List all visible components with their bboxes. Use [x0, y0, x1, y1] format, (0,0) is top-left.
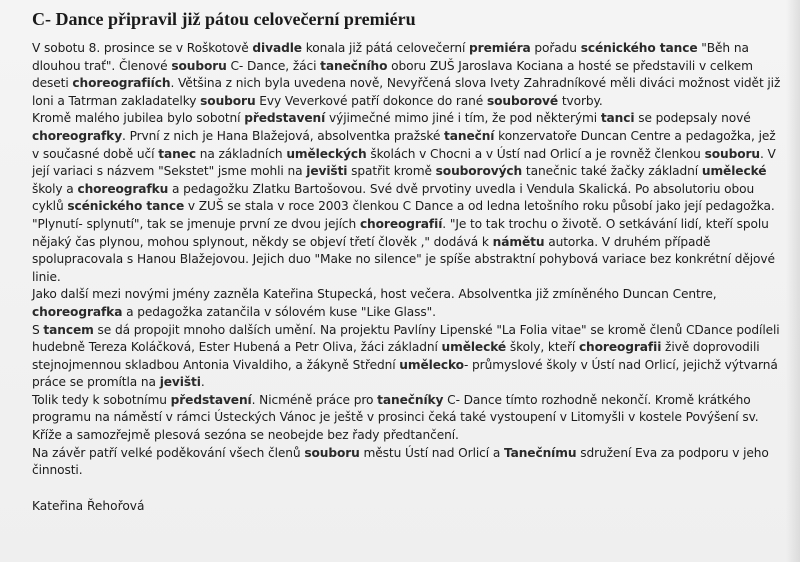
highlighted-keyword: divadle: [252, 41, 302, 55]
text-run: Na závěr patří velké poděkování všech členů: [32, 445, 305, 460]
text-run: . První z nich je Hana Blažejová, absolventka pražské: [122, 128, 445, 143]
highlighted-keyword: choreografii: [578, 340, 662, 355]
article-paragraph: [32, 110, 782, 286]
highlighted-keyword: jevišti: [159, 375, 201, 390]
text-run: spatřit kromě: [347, 164, 436, 179]
text-run: Kromě malého jubilea bylo sobotní: [32, 111, 245, 126]
highlighted-keyword: námětu: [492, 234, 545, 249]
text-run: v ZUŠ se stala v roce 2003 členkou C Dance a od ledna letošního roku působí jako její pedagožka. "Plynutí- splynutí", tak se jmenuje první ze dvou jejích: [32, 199, 775, 231]
highlighted-keyword: umělecko: [399, 357, 464, 372]
text-run: tanečnic také žačky základní: [522, 164, 702, 179]
text-run: - průmyslové školy v Ústí nad Orlicí, jejichž výtvarná práce se promítla na: [32, 357, 778, 390]
text-run: a pedagožku Zlatku Bartošovou. Své dvě prvotiny uvedla i Vendula Skalická. Po absolutoriu obou cyklů: [32, 181, 755, 214]
text-run: živě doprovodili stejnojmennou skladbou Antonia Vivaldiho, a žákyně Střední: [32, 340, 760, 372]
text-run: . V její variaci s názvem "Sekstet" jsme mohli na: [32, 146, 776, 179]
text-run: Evy Veverkové patří dokonce do rané: [255, 93, 487, 108]
article-body: [32, 40, 782, 480]
highlighted-keyword: umělecké: [701, 164, 767, 179]
text-run: C- Dance, žáci: [226, 58, 321, 73]
article-title: C- Dance připravil již pátou celovečerní premiéru: [32, 9, 416, 29]
text-run: Tolik tedy k sobotnímu: [32, 392, 171, 407]
highlighted-keyword: Tanečnímu: [503, 445, 577, 460]
article-paragraph: [32, 322, 782, 392]
highlighted-keyword: tanci: [600, 111, 635, 126]
highlighted-keyword: souboru: [704, 146, 760, 161]
highlighted-keyword: souboru: [171, 58, 227, 73]
highlighted-keyword: choreografka: [32, 304, 123, 319]
highlighted-keyword: umělecké: [441, 340, 507, 355]
text-run: školy a: [32, 181, 78, 196]
text-run: na základních: [195, 146, 287, 161]
text-run: .: [200, 375, 205, 390]
highlighted-keyword: představení: [170, 392, 252, 407]
text-run: se podepsaly nové: [634, 111, 751, 126]
text-run: sdružení Eva za podporu v jeho činnosti.: [32, 445, 769, 478]
highlighted-keyword: souborové: [486, 93, 559, 108]
highlighted-keyword: souboru: [200, 93, 256, 108]
text-run: . Většina z nich byla uvedena nově, Nevyřčená slova Ivety Zahradníkové měli diváci možnost vidět již loni a Tatrman zakladatelky: [32, 76, 781, 108]
article-paragraph: [32, 392, 782, 445]
text-run: školách v Chocni a v Ústí nad Orlicí a je rovněž členkou: [366, 146, 705, 161]
article-paragraph: [32, 445, 782, 480]
highlighted-keyword: tanečníky: [377, 392, 444, 407]
article-paragraph: [32, 40, 782, 110]
text-run: oboru ZUŠ Jaroslava Kociana a hosté se představili v celkem deseti: [32, 58, 753, 91]
text-run: tvorby.: [558, 93, 603, 108]
text-run: se dá propojit mnoho dalších umění. Na projektu Pavlíny Lipenské "La Folia vitae" se kromě členů CDance podíleli hudebně Tereza Koláčková, Ester Hubená a Petr Oliva, žáci základní: [32, 322, 780, 355]
text-run: výjimečné mimo jiné i tím, že pod některými: [325, 111, 601, 126]
highlighted-keyword: taneční: [444, 128, 495, 143]
article-paragraph: [32, 286, 782, 321]
highlighted-keyword: choreografku: [77, 181, 169, 196]
highlighted-keyword: tanec: [158, 146, 196, 161]
highlighted-keyword: choreografky: [32, 128, 123, 143]
highlighted-keyword: tanečního: [320, 58, 388, 73]
text-run: konala již pátá celovečerní: [301, 41, 470, 55]
text-run: . "Je to tak trochu o životě. O setkávání lidí, kteří spolu nějaký čas plynou, mohou splynout, někdy se objeví třetí člověk ," dodává k: [32, 216, 769, 249]
text-run: "Běh na dlouhou trať". Členové: [32, 41, 749, 73]
text-run: a pedagožka zatančila v sólovém kuse "Like Glass".: [122, 304, 436, 319]
highlighted-keyword: scénického tance: [580, 41, 698, 55]
highlighted-keyword: choreografií: [359, 216, 443, 231]
text-run: S: [32, 322, 44, 337]
text-run: konzervatoře Duncan Centre a pedagožka, jež v současné době učí: [32, 128, 776, 161]
highlighted-keyword: uměleckých: [286, 146, 367, 161]
text-run: C- Dance tímto rozhodně nekončí. Kromě krátkého programu na náměstí v rámci Ústeckých Vánoc je ještě v prosinci čeká také vystoupení v Litomyšli v kostele Povýšení sv. Kříže a samozřejmě plesová sezóna se neobejde bez řady předtančení.: [32, 392, 759, 443]
article-author: Kateřina Řehořová: [32, 498, 145, 513]
text-run: pořadu: [530, 41, 581, 55]
text-run: školy, kteří: [506, 340, 579, 355]
highlighted-keyword: scénického tance: [67, 199, 185, 214]
highlighted-keyword: choreografiích: [72, 76, 171, 91]
text-run: Jako další mezi novými jmény zazněla Kateřina Stupecká, host večera. Absolventka již zmíněného Duncan Centre,: [32, 287, 717, 302]
highlighted-keyword: souboru: [304, 445, 360, 460]
highlighted-keyword: jevišti: [306, 164, 348, 179]
highlighted-keyword: souborových: [435, 164, 523, 179]
highlighted-keyword: představení: [244, 111, 326, 126]
highlighted-keyword: tancem: [43, 322, 94, 337]
text-run: . Nicméně práce pro: [251, 392, 378, 407]
text-run: autorka. V druhém případě spolupracovala s Hanou Blažejovou. Jejich duo "Make no silence" je spíše abstraktní pohybová variace bez konkrétní dějové linie.: [32, 234, 775, 284]
highlighted-keyword: premiéra: [469, 41, 531, 55]
text-run: městu Ústí nad Orlicí a: [359, 445, 504, 460]
paper-edge-shadow: [786, 0, 800, 562]
text-run: V sobotu 8. prosince se v Roškotově: [32, 41, 253, 55]
